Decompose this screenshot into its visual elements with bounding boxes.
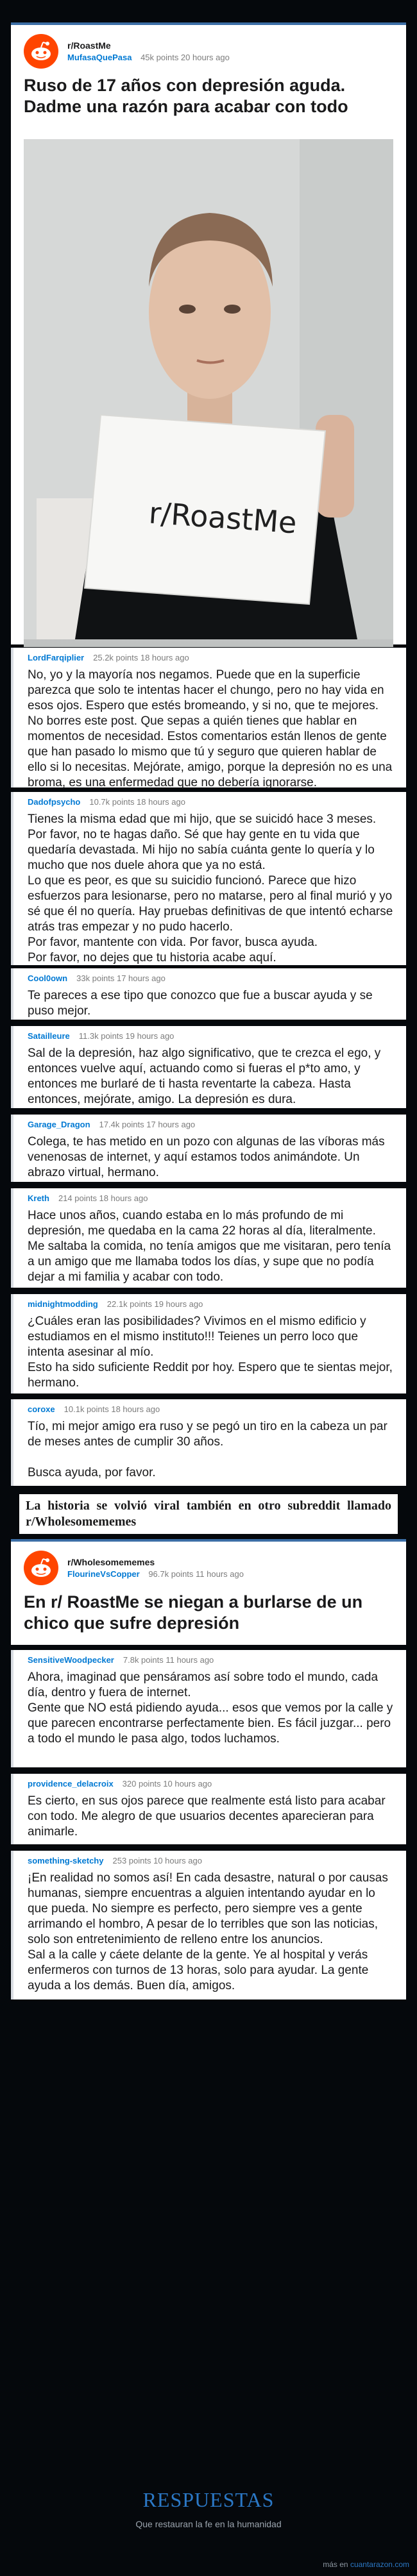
comment-text: Es cierto, en sus ojos parece que realmente está listo para acabar con todo. Me alegro de que usuarios decentes aparecieran para animarle. xyxy=(28,1794,386,1839)
post-author[interactable]: MufasaQuePasa xyxy=(67,53,132,62)
footer-source xyxy=(323,2560,409,2569)
post-card-wholesomememes xyxy=(11,1539,406,1645)
comment xyxy=(11,1026,406,1108)
post-title: En r/ RoastMe se niegan a burlarse de un chico que sufre depresión xyxy=(24,1592,363,1633)
comment xyxy=(11,1188,406,1288)
comment-text: Tío, mi mejor amigo era ruso y se pegó un tiro en la cabeza un par de meses antes de cumplir 30 años. Busca ayuda, por favor. xyxy=(28,1420,387,1479)
comment-author[interactable]: coroxe xyxy=(28,1404,55,1414)
comment-author[interactable]: Garage_Dragon xyxy=(28,1120,90,1129)
post-title: Ruso de 17 años con depresión aguda. Dadme una razón para acabar con todo xyxy=(24,76,348,116)
comment-author[interactable]: Kreth xyxy=(28,1193,49,1203)
post-stats: 45k points 20 hours ago xyxy=(140,53,230,62)
comment-stats: 11.3k points 19 hours ago xyxy=(78,1031,174,1041)
comment-author[interactable]: Dadofpsycho xyxy=(28,797,81,807)
comment-author[interactable]: Cool0own xyxy=(28,973,68,983)
post-header xyxy=(11,1542,406,1592)
subreddit-name[interactable]: r/Wholesomememes xyxy=(67,1557,155,1567)
comment-text: No, yo y la mayoría nos negamos. Puede que en la superficie parezca que solo te intentas hacer el chungo, pero no hay vida en esos ojos. Espero que estés bromeando, y si no, que te mejores. No borres este post. Que sepas a quién tienes que hablar en momentos de necesidad. Estos comentarios están llenos de gente que han pasado lo mismo que tú y seguro que quieren hablar de ello si lo necesitas. Mejórate, amigo, porque la depresión no es una broma, es una enfermedad que no debería ignorarse. xyxy=(28,668,393,789)
comment xyxy=(11,792,406,965)
comment-stats: 10.1k points 18 hours ago xyxy=(64,1404,160,1414)
comment-stats: 33k points 17 hours ago xyxy=(76,973,166,983)
comment xyxy=(11,1115,406,1182)
comment-text: ¿Cuáles eran las posibilidades? Vivimos en el mismo edificio y estudiamos en el mismo instituto!!! Teienes un perro loco que intenta asesinar al mío. Esto ha sido suficiente Reddit por hoy. Espero que te sientas mejor, hermano. xyxy=(28,1315,393,1390)
comment xyxy=(11,1774,406,1844)
comment-author[interactable]: providence_delacroix xyxy=(28,1779,114,1789)
post-author[interactable]: FlourineVsCopper xyxy=(67,1569,140,1579)
comment-stats: 214 points 18 hours ago xyxy=(58,1193,148,1203)
comment-text: Ahora, imaginad que pensáramos así sobre todo el mundo, cada día, dentro y fuera de internet. Gente que NO está pidiendo ayuda... esos que vemos por la calle y que parecen encontrarse perfectamente bien. Es fácil juzgar... pero a todo el mundo le pasa algo, todos luchamos. xyxy=(28,1671,393,1746)
caption: La historia se volvió viral también en otro subreddit llamado r/Wholesomememes xyxy=(19,1494,398,1534)
comment-text: Colega, te has metido en un pozo con algunas de las víboras más venenosas de internet, y aquí estamos todos animándote. Un abrazo virtual, hermano. xyxy=(28,1135,385,1179)
footer-title: RESPUESTAS xyxy=(142,2488,275,2511)
comment-author[interactable]: something-sketchy xyxy=(28,1856,104,1865)
comment xyxy=(11,1851,406,1999)
comment-text: Sal de la depresión, haz algo significativo, que te crezca el ego, y entonces vuelve aquí, actuando como si fueras el p*to amo, y entonces me burlaré de ti hasta reventarte la cabeza. Hasta entonces, mejórate, amigo. La depresión es dura. xyxy=(28,1047,381,1106)
reddit-snoo-icon xyxy=(24,1551,58,1585)
comment xyxy=(11,1650,406,1767)
post-header xyxy=(11,25,406,75)
comment-text: Hace unos años, cuando estaba en lo más profundo de mi depresión, me quedaba en la cama 22 horas al día, literalmente. Me saltaba la comida, no tenía amigos que me visitaran, pero tenía a un amigo que me llamaba todos los días, y supe que no podía dejar a mi familia y acabar con todo. xyxy=(28,1209,391,1284)
comment-stats: 253 points 10 hours ago xyxy=(112,1856,202,1865)
footer-link-prefix: más en xyxy=(323,2560,348,2569)
comment-text: Tienes la misma edad que mi hijo, que se suicidó hace 3 meses. Por favor, no te hagas daño. Sé que hay gente en tu vida que quedaría devastada. Mi hijo no sabía cuánta gente lo quería y lo mucho que nos duele ahora que ya no está. Lo que es peor, es que su suicidio funcionó. Parece que hizo esfuerzos para lesionarse, pero no matarse, pero al final murió y yo sé que él no quería. Hay pruebas definitivas de que intentó echarse atrás tras empezar y no pudo hacerlo. Por favor, mantente con vida. Por favor, busca ayuda. Por favor, no dejes que tu historia acabe aquí. xyxy=(28,812,393,964)
comment xyxy=(11,648,406,787)
subreddit-name[interactable]: r/RoastMe xyxy=(67,40,111,51)
footer-link[interactable]: cuantarazon.com xyxy=(350,2560,409,2569)
comment-stats: 22.1k points 19 hours ago xyxy=(106,1299,203,1309)
post-card-roastme xyxy=(11,22,406,644)
post-stats: 96.7k points 11 hours ago xyxy=(148,1569,244,1579)
comment-author[interactable]: SensitiveWoodpecker xyxy=(28,1655,114,1665)
comment-text: ¡En realidad no somos así! En cada desastre, natural o por causas humanas, siempre encuentras a alguien intentando ayudar en lo que pueda. No siempre es perfecto, pero siempre ves a gente arrimando el hombro, A pesar de lo terribles que son las noticias, solo son entretenimiento de relleno entre los anuncios. Sal a la calle y cáete delante de la gente. Ye al hospital y verás enfermeros con turnos de 13 horas, solo para ayudar. La gente ayuda a los demás. Buen día, amigos. xyxy=(28,1871,388,1992)
comment xyxy=(11,968,406,1020)
comment-author[interactable]: LordFarqiplier xyxy=(28,653,85,662)
comment-stats: 7.8k points 11 hours ago xyxy=(123,1655,214,1665)
comment-stats: 320 points 10 hours ago xyxy=(122,1779,212,1789)
reddit-snoo-icon xyxy=(24,34,58,69)
footer-subtitle: Que restauran la fe en la humanidad xyxy=(135,2519,282,2529)
comment-author[interactable]: Satailleure xyxy=(28,1031,70,1041)
comment-author[interactable]: midnightmodding xyxy=(28,1299,98,1309)
sign-text: r/RoastMe xyxy=(148,495,298,541)
comment xyxy=(11,1399,406,1486)
comment-stats: 10.7k points 18 hours ago xyxy=(89,797,185,807)
post-photo xyxy=(24,139,393,647)
comment xyxy=(11,1294,406,1393)
comment-stats: 25.2k points 18 hours ago xyxy=(93,653,189,662)
comment-stats: 17.4k points 17 hours ago xyxy=(99,1120,196,1129)
comment-text: Te pareces a ese tipo que conozco que fue a buscar ayuda y se puso mejor. xyxy=(28,989,373,1018)
